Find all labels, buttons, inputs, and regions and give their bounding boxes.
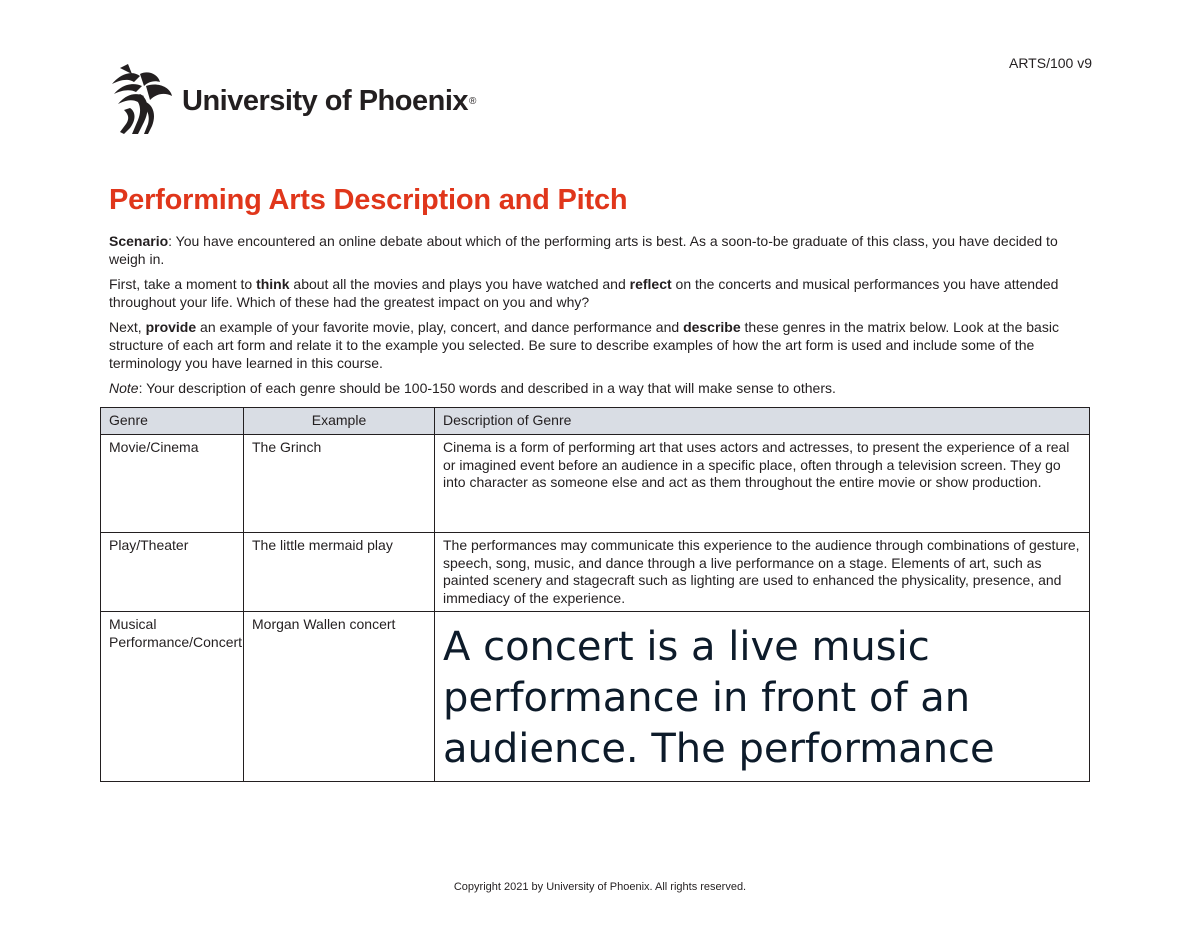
concert-description-text: A concert is a live music performance in front of an audience. The performance [443,624,995,772]
university-logo [110,64,476,136]
registered-mark: ® [469,95,476,107]
next-bold-provide: provide [145,319,197,335]
table-row [101,612,1090,782]
first-paragraph [109,275,1094,311]
table-row [101,435,1090,533]
genre-cell[interactable]: Movie/Cinema [101,435,244,533]
column-header-description: Description of Genre [435,408,1090,435]
instructions [109,232,1094,404]
next-text-2: an example of your favorite movie, play, concert, and dance performance and [196,319,684,335]
note-paragraph [109,379,1094,397]
example-cell[interactable]: The Grinch [244,435,435,533]
table-row [101,533,1090,612]
phoenix-bird-icon [110,64,174,136]
example-cell[interactable]: The little mermaid play [244,533,435,612]
first-text-2: about all the movies and plays you have watched and [289,276,630,292]
genre-matrix-table [100,407,1090,782]
first-bold-reflect: reflect [629,276,672,292]
genre-cell[interactable]: Musical Performance/Concert [101,612,244,782]
first-text-3: on the concerts and musical performances you have attended throughout your life. Which of these had the greatest impact on you and why? [109,276,1059,310]
document-title: Performing Arts Description and Pitch [109,184,628,216]
first-text-1: First, take a moment to [109,276,257,292]
description-cell[interactable] [435,612,1090,782]
next-bold-describe: describe [683,319,741,335]
next-paragraph [109,318,1094,372]
course-code: ARTS/100 v9 [1008,55,1092,71]
example-cell[interactable]: Morgan Wallen concert [244,612,435,782]
next-text-1: Next, [109,319,146,335]
scenario-paragraph [109,232,1094,268]
scenario-label: Scenario [109,233,169,249]
column-header-genre: Genre [101,408,244,435]
description-cell[interactable]: The performances may communicate this experience to the audience through combinations of gesture, speech, song, music, and dance through a live performance on a stage. Elements of art, such as painted scenery and stagecraft such as lighting are used to enhanced the physicality, presence, and immediacy of the experience. [435,533,1090,612]
note-text: : Your description of each genre should be 100-150 words and described in a way that will make sense to others. [138,380,836,396]
description-cell[interactable]: Cinema is a form of performing art that uses actors and actresses, to present the experience of a real or imagined event before an audience in a specific place, often through a television screen. They go into character as someone else and act as them throughout the entire movie or show production. [435,435,1090,533]
first-bold-think: think [256,276,290,292]
note-label: Note [109,380,139,396]
next-text-3: these genres in the matrix below. Look at the basic structure of each art form and relate it to the example you selected. Be sure to describe examples of how the art form is used and include some of the terminology you have learned in this course. [109,319,1059,371]
scenario-text: : You have encountered an online debate about which of the performing arts is best. As a soon-to-be graduate of this class, you have decided to weigh in. [109,233,1058,267]
copyright-footer: Copyright 2021 by University of Phoenix. All rights reserved. [453,881,747,893]
logo-wordmark: University of Phoenix [182,84,469,117]
column-header-example: Example [244,408,435,435]
table-header-row [101,408,1090,435]
genre-cell[interactable]: Play/Theater [101,533,244,612]
